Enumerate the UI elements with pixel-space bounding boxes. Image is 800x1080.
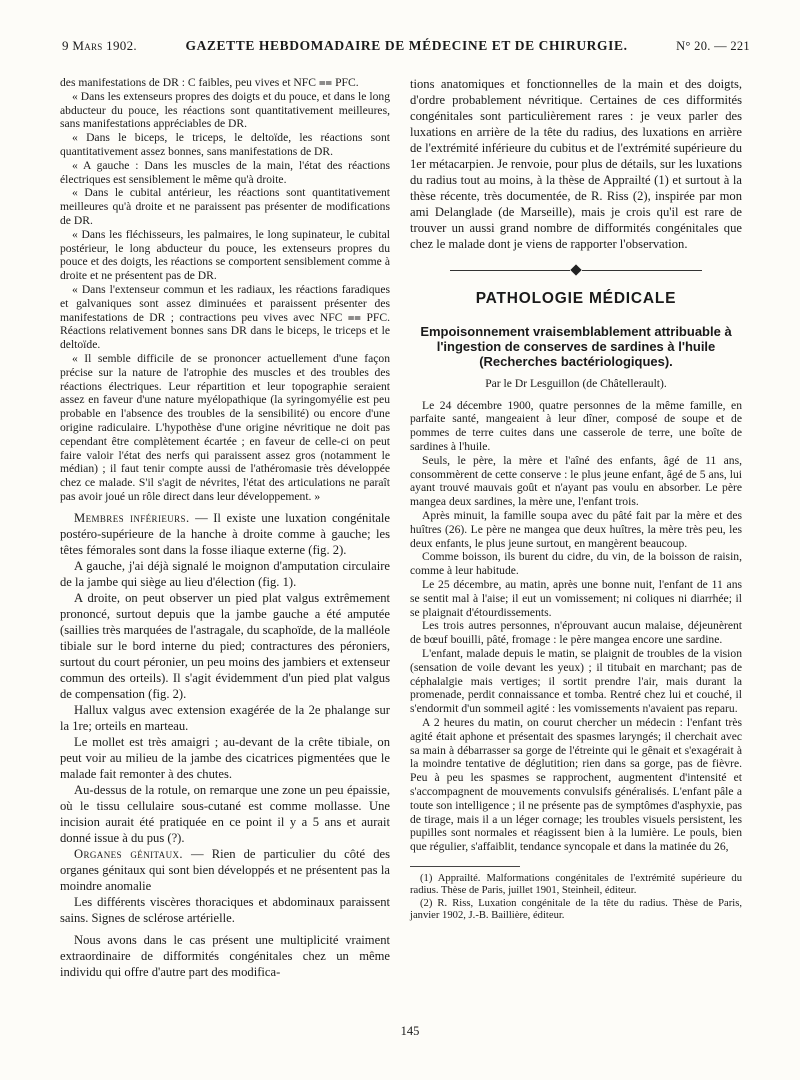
paragraph: Le 24 décembre 1900, quatre personnes de la même famille, en parfaite santé, mangeaient à leur dîner, composé de soupe et de pommes de terre cuites dans une casserole de terre, une boîte de sardines à l'huile. bbox=[410, 398, 742, 453]
membres-text: — Il existe une luxation congénitale postéro-supérieure de la hanche à droite comme à gauche; les têtes fémorales sont dans la fosse iliaque externe (fig. 2). bbox=[60, 510, 390, 557]
paragraph: Le mollet est très amaigri ; au-devant de la crête tibiale, on peut voir au milieu de la jambe des cicatrices pigmentées que le malade fait remonter à des chutes. bbox=[60, 734, 390, 781]
left-column bbox=[60, 76, 390, 980]
paragraph: L'enfant, malade depuis le matin, se plaignit de troubles de la vision (sensation de voile devant les yeux) ; il titubait en marchant; pas de céphalalgie mais vertiges; il sortit prendre l'air, mais durant la promenade, perdit connaissance et tomba. Rentré chez lui et couché, il s'endormit d'un sommeil agité : les vomissements n'avaient pas reparu. bbox=[410, 646, 742, 716]
paragraph: A 2 heures du matin, on courut chercher un médecin : l'enfant très agité était aphone et présentait des spasmes laryngés; il cherchait avec sa main à débarrasser sa gorge de l'étreinte qui le gênait et s'exagérait à la moindre tentative de déglutition; rien dans sa gorge, pas de fièvre. Peu à peu les spasmes se rapprochent, augmentent d'intensité et s'accompagnent de mouvements convulsifs généralisés. L'enfant pâle a toute son intelligence ; il ne présente pas de symptômes d'asphyxie, pas de tirage, mais il a un léger cornage; les troubles visuels persistent, les pupilles sont normales et réagissent bien à la lumière. Le pouls, bien que régulier, s'affaiblit, tendance syncopale et dans la matinée du 26, bbox=[410, 715, 742, 854]
footnote: (1) Apprailté. Malformations congénitales de l'extrémité supérieure du radius. Thèse de Paris, juillet 1901, Steinheil, éditeur. bbox=[410, 872, 742, 897]
paragraph: « Dans les extenseurs propres des doigts et du pouce, et dans le long abducteur du pouce, les réactions sont quantitativement meilleures, sans manifestations appréciables de DR. bbox=[60, 89, 390, 131]
article-byline: Par le Dr Lesguillon (de Châtellerault). bbox=[485, 376, 667, 390]
footnotes bbox=[410, 873, 742, 923]
footnote: (2) R. Riss, Luxation congénitale de la tête du radius. Thèse de Paris, janvier 1902, J.-B. Baillière, éditeur. bbox=[410, 897, 742, 922]
issue-page-number: N° 20. — 221 bbox=[676, 39, 750, 53]
article-title: Empoisonnement vraisemblablement attribuable à l'ingestion de conserves de sardines à l'huile (Recherches bactériologiques). bbox=[420, 323, 732, 369]
paragraph: A gauche, j'ai déjà signalé le moignon d'amputation circulaire de la jambe qui siège au lieu d'élection (fig. 1). bbox=[60, 558, 390, 589]
paragraph: « Dans le biceps, le triceps, le deltoïde, les réactions sont quantitativement assez bonnes, sans manifestations de DR. bbox=[60, 131, 390, 158]
right-column bbox=[410, 76, 742, 923]
paragraph-organes bbox=[60, 846, 390, 894]
section-divider bbox=[410, 266, 742, 274]
paragraph: « Dans l'extenseur commun et les radiaux, les réactions faradiques et galvaniques sont assez diminuées et paraissent présenter des manifestations de DR ; contractions peu vives avec NFC ⩵ PFC. Réactions relativement bonnes sans DR dans le biceps, le triceps et le deltoïde. bbox=[60, 282, 390, 352]
paragraph: Le 25 décembre, au matin, après une bonne nuit, l'enfant de 11 ans se sentit mal à l'aise; il eut un vomissement; ni coliques ni diarrhée; il se plaignait d'étourdissements. bbox=[410, 577, 742, 619]
organes-text: — Rien de particulier du côté des organes génitaux qui sont bien développés et ne présentent pas la moindre anomalie bbox=[60, 846, 390, 893]
paragraph: Nous avons dans le cas présent une multiplicité vraiment extraordinaire de difformités congénitales chez un même individu qui offre d'autre part des modifica- bbox=[60, 932, 390, 979]
paragraph: Les trois autres personnes, n'éprouvant aucun malaise, déjeunèrent de bœuf bouilli, pâté, fromage : le père mangea encore une sardine. bbox=[410, 619, 742, 647]
header-date: 9 Mars 1902. bbox=[62, 38, 137, 53]
paragraph: Au-dessus de la rotule, on remarque une zone un peu épaissie, où le tissu cellulaire sous-cutané est comme mollasse. Une incision aurait été pratiquée en ce point il y a 5 ans et aurait donné issue à du pus (?). bbox=[60, 782, 390, 845]
footnote-rule bbox=[410, 866, 520, 867]
membres-label: Membres inférieurs. bbox=[74, 510, 190, 525]
journal-title: GAZETTE HEBDOMADAIRE DE MÉDECINE ET DE CHIRURGIE. bbox=[185, 38, 628, 53]
paragraph: « Dans les fléchisseurs, les palmaires, le long supinateur, le cubital postérieur, le long abducteur du pouce, les extenseurs propres du pouce et des doigts, les réactions se comportent sensiblement comme à droite et ne présentent pas de DR. bbox=[60, 227, 390, 283]
section-heading: PATHOLOGIE MÉDICALE bbox=[475, 290, 677, 307]
organes-label: Organes génitaux. bbox=[74, 846, 183, 861]
paragraph: des manifestations de DR : C faibles, peu vives et NFC ⩵ PFC. bbox=[60, 76, 359, 89]
paragraph-membres bbox=[60, 510, 390, 558]
paragraph: « A gauche : Dans les muscles de la main, l'état des réactions électriques est sensiblement le même qu'à droite. bbox=[60, 158, 390, 186]
paragraph: A droite, on peut observer un pied plat valgus extrêmement prononcé, surtout depuis que la jambe gauche a été amputée (saillies très marquées de l'astragale, du scaphoïde, de la malléole tibiale sur le bord interne du pied; contractures des péroniers, surtout du court péronier, un peu moins des jambiers et extenseur commun des orteils). Il s'agit évidemment d'un pied plat valgus de compensation (fig. 2). bbox=[60, 590, 390, 701]
paragraph: Seuls, le père, la mère et l'aîné des enfants, âgé de 11 ans, consommèrent de cette conserve : le plus jeune enfant, âgé de 5 ans, lui ayant trouvé mauvais goût et n'ayant pas voulu en absorber. Le père mangea deux sardines, la mère une, l'enfant trois. bbox=[410, 453, 742, 509]
paragraph: Après minuit, la famille soupa avec du pâté fait par la mère et des huîtres (26). Le père ne mangea que deux huîtres, la mère très peu, les deux enfants, le plus jeune surtout, en mangèrent beaucoup. bbox=[410, 508, 742, 550]
paragraph: Hallux valgus avec extension exagérée de la 2e phalange sur la 1re; orteils en marteau. bbox=[60, 702, 390, 733]
paragraph: « Il semble difficile de se prononcer actuellement d'une façon précise sur la nature de l'atrophie des muscles et des troubles des réactions électriques. Leur répartition et leur topographie seraient assez en faveur d'une nature myélopathique (la syringomyélie est peu probable en l'absence des troubles de la sensibilité) ou encore d'une origine radiculaire. L'hypothèse d'une origine névritique ne doit pas cependant être complètement écartée ; en faveur de celle-ci on peut faire valoir l'état des nerfs qui paraissent assez gros (notamment le médian) ; il faut tenir compte aussi de l'athéromasie très développée chez ce malade. S'il s'agit de névrites, l'état des articulations ne paraît pas avoir joué un rôle direct dans leur développement. » bbox=[60, 351, 390, 503]
page-folio: 145 bbox=[400, 1024, 420, 1038]
paragraph: tions anatomiques et fonctionnelles de la main et des doigts, d'ordre probablement névritique. Certaines de ces difformités congénitales sont particulièrement rares : je veux parler des luxations en arrière de la tête du radius, des luxations en arrière de l'extrémité inférieure du cubitus et de l'extrémité supérieure du 1er métacarpien. Je renvoie, pour plus de détails, sur les luxations du radius tout au moins, à la thèse de Apprailté (1) et surtout à la thèse récente, très documentée, de R. Riss (2), inspirée par mon ami Delanglade (de Marseille), mais je crois qu'il est rare de trouver un aussi grand nombre de difformités congénitales que chez le malade dont je viens de rapporter l'observation. bbox=[410, 77, 742, 251]
paragraph: « Dans le cubital antérieur, les réactions sont quantitativement meilleures qu'à droite et ne paraissent pas présenter de modifications de DR. bbox=[60, 186, 390, 227]
paragraph: Les différents viscères thoraciques et abdominaux paraissent sains. Signes de sclérose artérielle. bbox=[60, 894, 390, 925]
paragraph: Comme boisson, ils burent du cidre, du vin, de la boisson de raisin, comme à leur habitude. bbox=[410, 550, 742, 578]
running-header bbox=[62, 38, 750, 64]
